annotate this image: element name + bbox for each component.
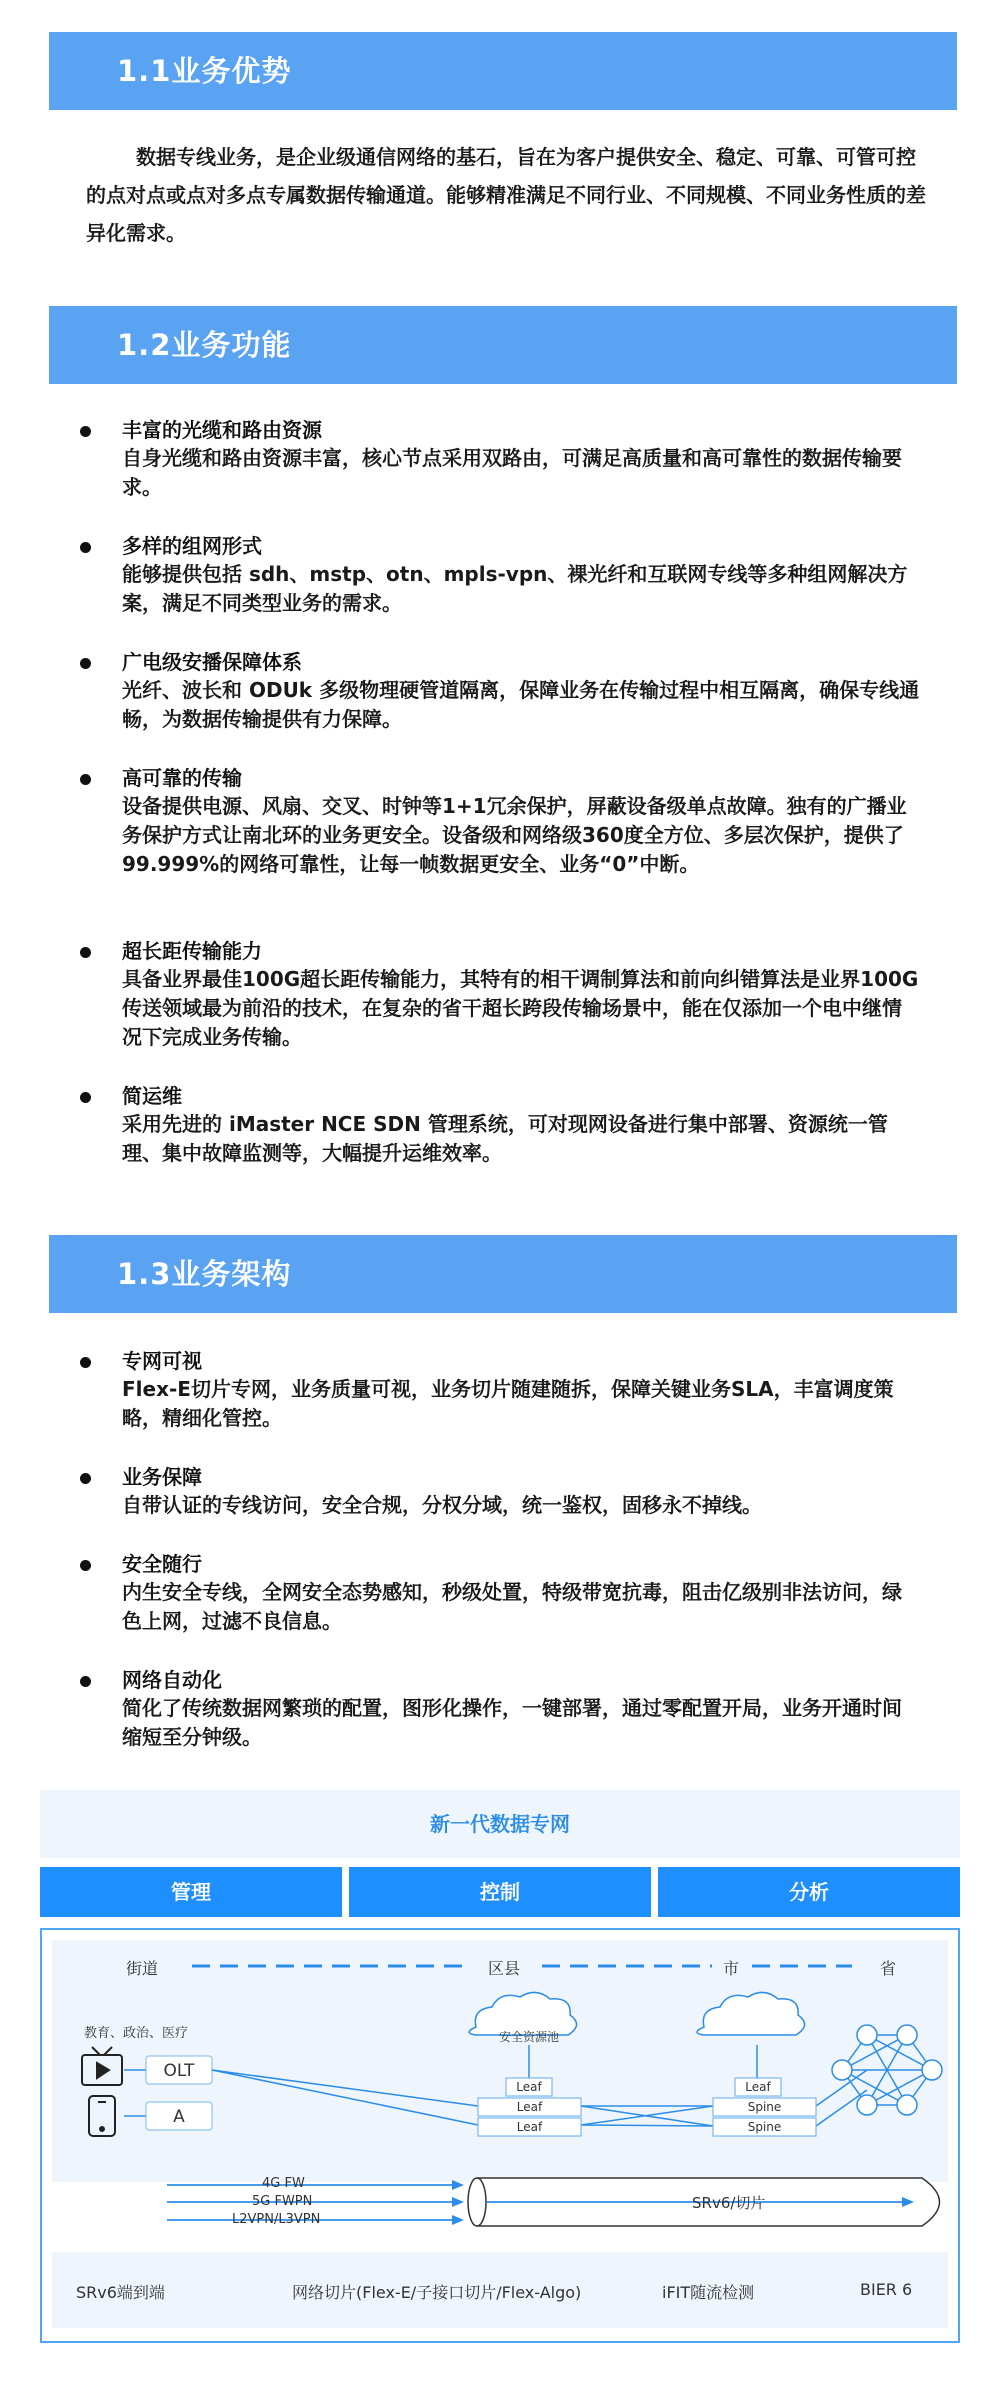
function-item xyxy=(80,532,920,618)
leaf-label: Leaf xyxy=(516,2100,543,2114)
leaf-label: Leaf xyxy=(516,2120,543,2134)
function-title: 高可靠的传输 xyxy=(122,766,242,790)
section-heading-advantage: 1.1业务优势 xyxy=(49,32,957,110)
leaf-label: Leaf xyxy=(516,2080,542,2094)
resource-pool-label: 安全资源池 xyxy=(498,2030,559,2044)
architecture-text: 自带认证的专线访问，安全合规，分权分域，统一鉴权，固移永不掉线。 xyxy=(122,1493,762,1517)
architecture-item xyxy=(80,1550,920,1636)
architecture-item xyxy=(80,1666,920,1752)
function-item xyxy=(80,416,920,502)
bullet-icon xyxy=(80,1676,91,1687)
function-title: 多样的组网形式 xyxy=(122,534,262,558)
advantage-paragraph: 数据专线业务，是企业级通信网络的基石，旨在为客户提供安全、稳定、可靠、可管可控的点对点或点对多点专属数据传输通道。能够精准满足不同行业、不同规模、不同业务性质的差异化需求。 xyxy=(86,145,926,245)
level-street: 街道 xyxy=(126,1959,159,1978)
bullet-icon xyxy=(80,542,91,553)
cloud-shape xyxy=(697,1992,805,2035)
flow-label: L2VPN/L3VPN xyxy=(232,2212,321,2227)
tv-icon xyxy=(82,2047,122,2085)
bullet-icon xyxy=(80,1473,91,1484)
function-text: 能够提供包括 sdh、mstp、otn、mpls-vpn、裸光纤和互联网专线等多种组网解决方案，满足不同类型业务的需求。 xyxy=(122,562,908,615)
phone-icon xyxy=(89,2096,115,2136)
footer-slicing: 网络切片(Flex-E/子接口切片/Flex-Algo) xyxy=(292,2283,582,2302)
bullet-icon xyxy=(80,1560,91,1571)
bullet-icon xyxy=(80,658,91,669)
architecture-text: Flex-E切片专网，业务质量可视，业务切片随建随拆，保障关键业务SLA，丰富调度策略，精细化管控。 xyxy=(122,1377,894,1430)
function-text: 采用先进的 iMaster NCE SDN 管理系统，可对现网设备进行集中部署、资源统一管理、集中故障监测等，大幅提升运维效率。 xyxy=(122,1112,888,1165)
diagram-title: 新一代数据专网 xyxy=(430,1812,570,1836)
function-text: 设备提供电源、风扇、交叉、时钟等1+1冗余保护，屏蔽设备级单点故障。独有的广播业务保护方式让南北环的业务更安全。设备级和网络级360度全方位、多层次保护，提供了99.999%的网络可靠性，让每一帧数据更安全、业务“0”中断。 xyxy=(122,794,907,876)
function-item xyxy=(80,937,920,1052)
olt-label: OLT xyxy=(163,2061,195,2081)
diagram-title-bar xyxy=(40,1790,960,1858)
architecture-text: 简化了传统数据网繁琐的配置，图形化操作，一键部署，通过零配置开局，业务开通时间缩短至分钟级。 xyxy=(122,1696,902,1749)
bullet-icon xyxy=(80,947,91,958)
architecture-item xyxy=(80,1347,920,1433)
architecture-text: 内生安全专线，全网安全态势感知，秒级处置，特级带宽抗毒，阻击亿级别非法访问，绿色上网，过滤不良信息。 xyxy=(122,1580,902,1633)
function-text: 光纤、波长和 ODUk 多级物理硬管道隔离，保障业务在传输过程中相互隔离，确保专线通畅，为数据传输提供有力保障。 xyxy=(122,678,920,731)
architecture-title: 安全随行 xyxy=(122,1552,202,1576)
a-label: A xyxy=(173,2107,185,2127)
pipe-label: SRv6/切片 xyxy=(692,2194,766,2212)
topology-svg xyxy=(42,1930,958,2341)
level-city: 市 xyxy=(723,1959,740,1978)
function-item xyxy=(80,764,920,879)
level-province: 省 xyxy=(880,1959,897,1978)
architecture-title: 专网可视 xyxy=(122,1349,202,1373)
sector-label: 教育、政治、医疗 xyxy=(84,2026,189,2041)
tab-analysis: 分析 xyxy=(658,1867,960,1917)
architecture-diagram xyxy=(40,1928,960,2343)
footer-bier: BIER 6 xyxy=(860,2280,913,2299)
spine-label: Spine xyxy=(747,2120,782,2134)
bullet-icon xyxy=(80,426,91,437)
function-item xyxy=(80,648,920,734)
bullet-icon xyxy=(80,1357,91,1368)
footer-srv6: SRv6端到端 xyxy=(76,2283,165,2302)
section-heading-functions: 1.2业务功能 xyxy=(49,306,957,384)
architecture-title: 业务保障 xyxy=(122,1465,202,1489)
flow-label: 4G FW xyxy=(262,2176,305,2191)
tab-control: 控制 xyxy=(349,1867,651,1917)
leaf-label: Leaf xyxy=(745,2080,771,2094)
function-title: 简运维 xyxy=(122,1084,182,1108)
bullet-icon xyxy=(80,1092,91,1103)
function-title: 丰富的光缆和路由资源 xyxy=(122,418,322,442)
function-text: 自身光缆和路由资源丰富，核心节点采用双路由，可满足高质量和高可靠性的数据传输要求。 xyxy=(122,446,902,499)
function-title: 广电级安播保障体系 xyxy=(122,650,302,674)
mesh-network-icon xyxy=(832,2025,942,2115)
flow-label: 5G FWPN xyxy=(252,2194,313,2209)
function-text: 具备业界最佳100G超长距传输能力，其特有的相干调制算法和前向纠错算法是业界100G传送领域最为前沿的技术，在复杂的省干超长跨段传输场景中，能在仅添加一个电中继情况下完成业务传输。 xyxy=(122,967,919,1049)
spine-label: Spine xyxy=(747,2100,782,2114)
function-title: 超长距传输能力 xyxy=(122,939,262,963)
tab-management: 管理 xyxy=(40,1867,342,1917)
architecture-title: 网络自动化 xyxy=(122,1668,222,1692)
footer-ifit: iFIT随流检测 xyxy=(662,2283,755,2302)
section-heading-architecture: 1.3业务架构 xyxy=(49,1235,957,1313)
bullet-icon xyxy=(80,774,91,785)
architecture-item xyxy=(80,1463,920,1520)
function-item xyxy=(80,1082,920,1168)
level-district: 区县 xyxy=(488,1959,521,1978)
